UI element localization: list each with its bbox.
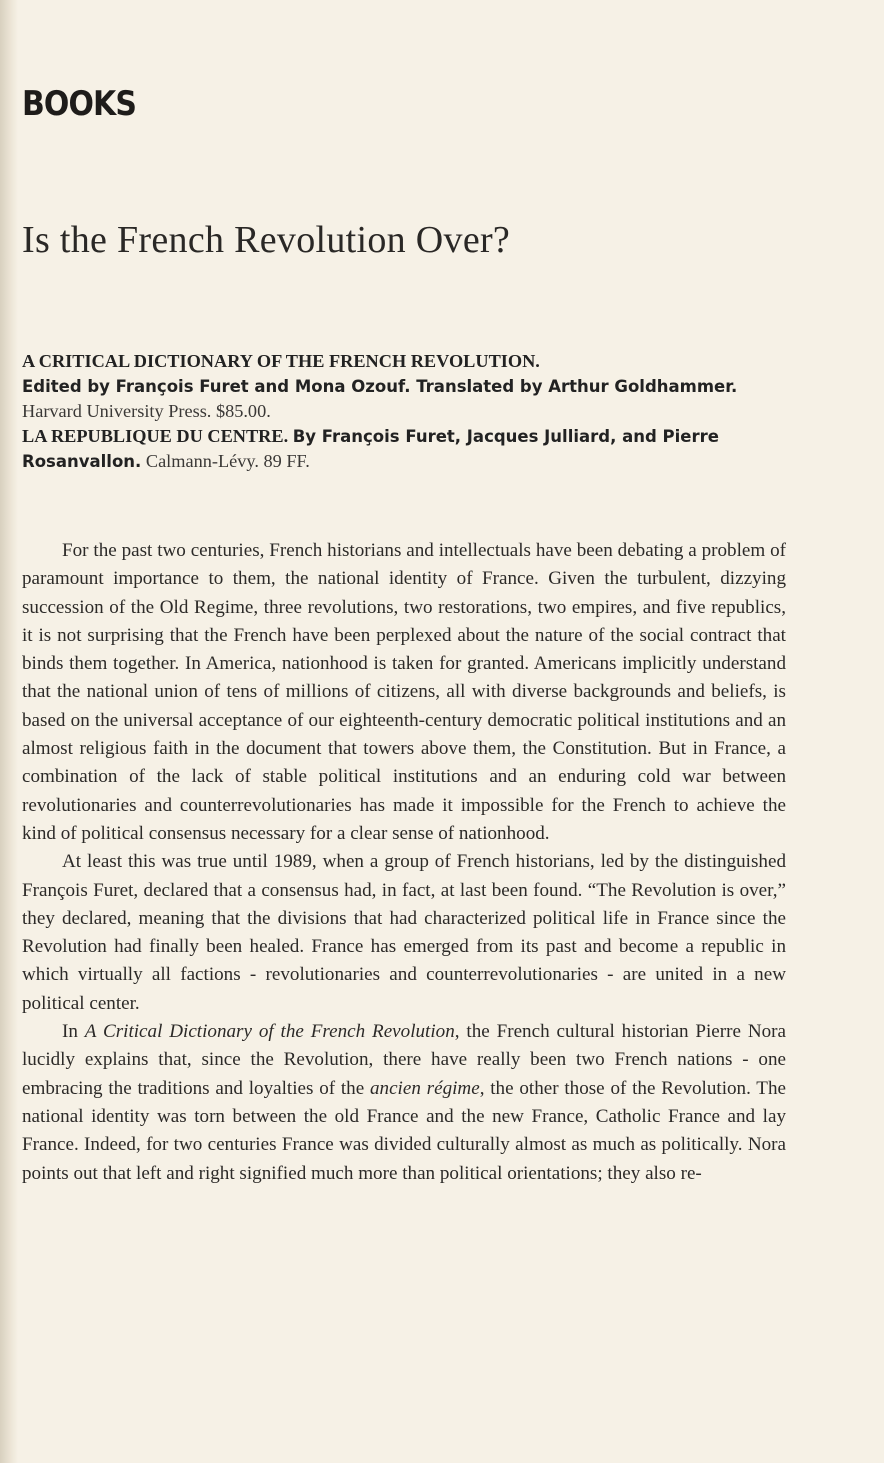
book-publisher: Harvard University Press. $85.00. (22, 401, 271, 421)
book-title: A CRITICAL DICTIONARY OF THE FRENCH REVOLUTION. (22, 351, 540, 371)
article-body (22, 537, 786, 1188)
book-credits: By François Furet, Jacques Julliard, and Pierre Rosanvallon. (22, 427, 719, 471)
book-publisher: Calmann-Lévy. 89 FF. (145, 451, 310, 471)
body-paragraph: At least this was true until 1989, when a group of French historians, led by the distinguished François Furet, declared that a consensus had, in fact, at last been found. “The Revolution is over,” they declared, meaning that the divisions that had characterized political life in France since the Revolution had finally been healed. France has emerged from its past and become a republic in which virtually all factions - revolutionaries and counterrevolutionaries - are united in a new political center. (22, 851, 786, 1014)
paragraph-text: , the other those of the Revolution. The national identity was torn between the old France and the new France, Catholic France and lay France. Indeed, for two centuries France was divided culturally almost as much as politically. Nora points out that left and right signified much more than political orientations; they also re- (22, 1077, 786, 1184)
book-credits: Edited by François Furet and Mona Ozouf. Translated by Arthur Goldhammer. (22, 377, 738, 396)
book-entry (22, 424, 792, 474)
article-headline: Is the French Revolution Over? (22, 219, 511, 261)
book-entry (22, 349, 792, 424)
paragraph-text: , the French cultural historian Pierre Nora lucidly explains that, since the Revolution, there have really been two French nations - one embracing the traditions and loyalties of the (22, 1021, 786, 1099)
body-paragraph: For the past two centuries, French historians and intellectuals have been debating a problem of paramount importance to them, the national identity of France. Given the turbulent, dizzying succession of the Old Regime, three revolutions, two restorations, two empires, and five republics, it is not surprising that the French have been perplexed about the nature of the social contract that binds them together. In America, nationhood is taken for granted. Americans implicitly understand that the national union of tens of millions of citizens, all with diverse backgrounds and beliefs, is based on the universal acceptance of our eighteenth-century democratic political institutions and an almost religious faith in the document that towers above them, the Constitution. But in France, a combination of the lack of stable political institutions and an enduring cold war between revolutionaries and counterrevolutionaries has made it impossible for the French to achieve the kind of political consensus necessary for a clear sense of nationhood. (22, 540, 786, 844)
book-title: LA REPUBLIQUE DU CENTRE. (22, 426, 289, 446)
paragraph-text: In (62, 1021, 85, 1043)
section-label: BOOKS (22, 84, 137, 124)
page-binding-shadow (0, 0, 18, 1463)
italic-phrase: ancien régime (369, 1077, 480, 1099)
book-title-reference: A Critical Dictionary of the French Revolution (84, 1021, 455, 1043)
body-paragraph (22, 1018, 786, 1188)
reviewed-books-list (22, 349, 792, 474)
